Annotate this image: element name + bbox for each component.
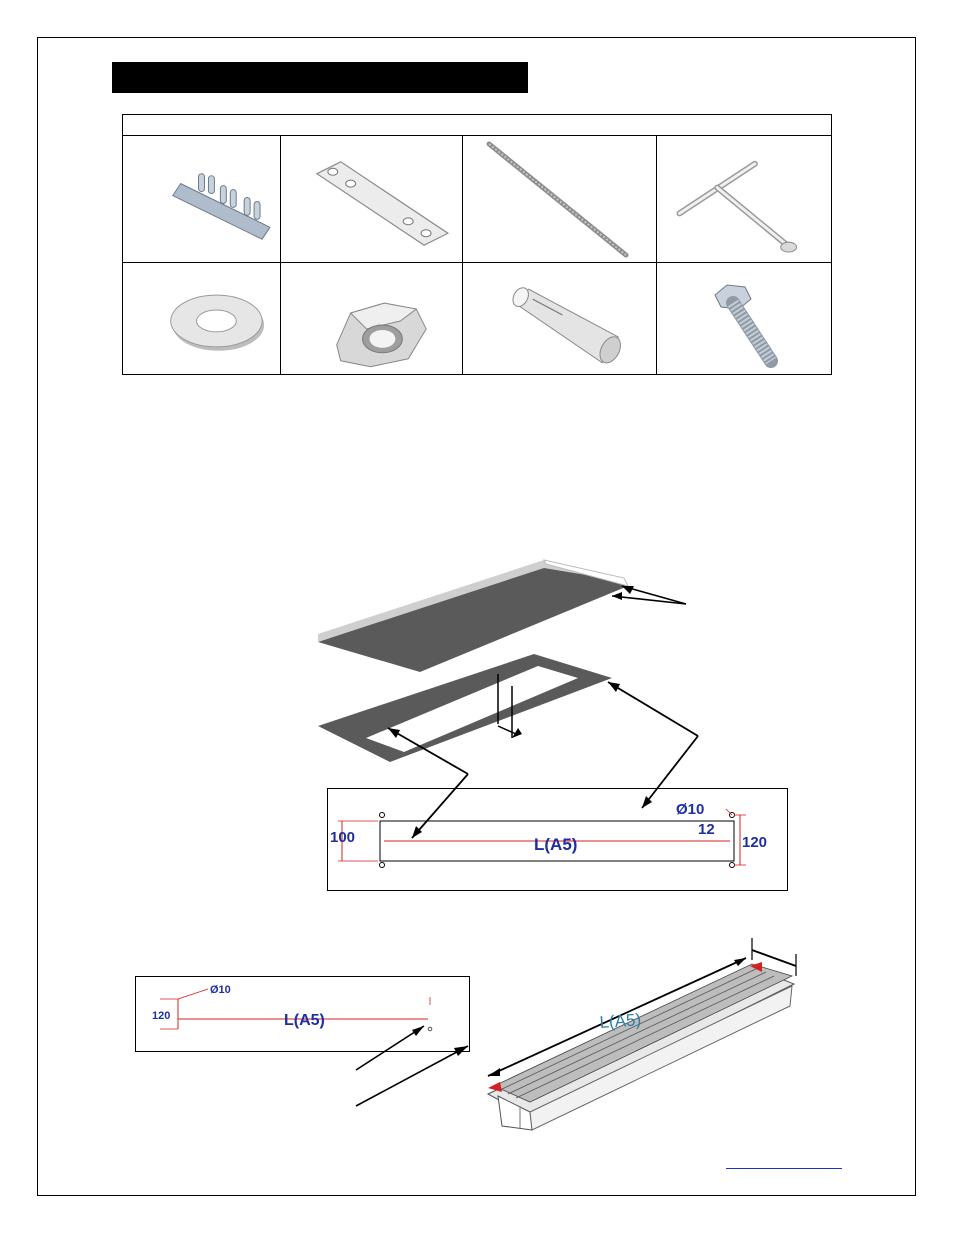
channel-length-label: L(A5) xyxy=(598,1010,642,1032)
section-title-bar xyxy=(112,62,528,93)
expansion-anchor-icon xyxy=(463,263,656,375)
part-cell-hex-nut xyxy=(281,263,463,375)
channel-assembly-view xyxy=(480,936,810,1136)
frame-outer-height-label: 120 xyxy=(742,834,768,851)
frame-hole-diameter-label: Ø10 xyxy=(676,801,705,818)
anchor-clip-plate-icon xyxy=(123,136,280,262)
parts-table-header xyxy=(123,115,831,136)
threaded-rod-icon xyxy=(463,136,656,262)
part-cell-hex-bolt xyxy=(657,263,832,375)
parts-table xyxy=(122,114,832,375)
hex-bolt-icon xyxy=(657,263,832,375)
part-cell-washer xyxy=(123,263,281,375)
flat-washer-icon xyxy=(123,263,280,375)
part-cell-anchor-clip xyxy=(123,136,281,263)
footer-link-underline[interactable] xyxy=(726,1168,842,1169)
frame-plan-drawing xyxy=(327,788,788,891)
t-handle-wrench-icon xyxy=(657,136,832,262)
frame-inner-height-label: 100 xyxy=(330,829,356,846)
plate-hole-diameter-label: Ø10 xyxy=(210,984,231,996)
hex-nut-icon xyxy=(281,263,462,375)
part-cell-expansion-anchor xyxy=(463,263,657,375)
frame-edge-offset-label: 12 xyxy=(698,821,715,838)
part-cell-t-wrench xyxy=(657,136,832,263)
plate-callout-lines xyxy=(352,1016,474,1108)
plate-length-label: L(A5) xyxy=(284,1012,325,1029)
frame-length-label: L(A5) xyxy=(534,835,578,854)
flat-bracket-plate-icon xyxy=(281,136,462,262)
part-cell-threaded-rod xyxy=(463,136,657,263)
plate-height-label: 120 xyxy=(152,1010,171,1022)
part-cell-flat-bracket xyxy=(281,136,463,263)
